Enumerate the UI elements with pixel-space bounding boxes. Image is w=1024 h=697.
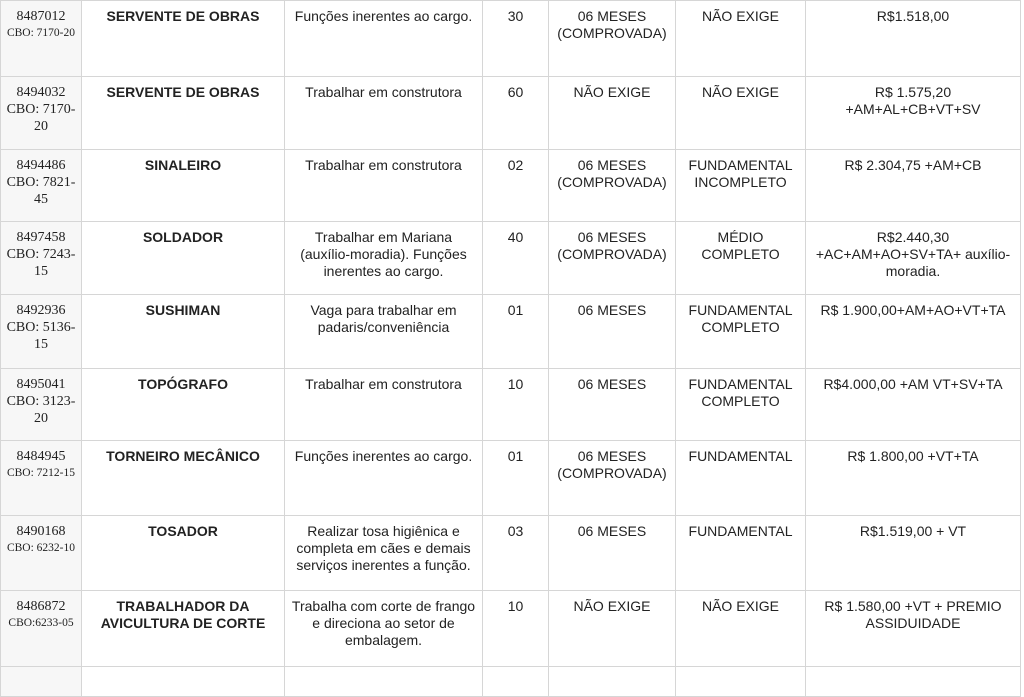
experience-cell: 06 MESES (COMPROVADA): [549, 222, 676, 295]
table-row: [1, 222, 1021, 295]
job-title-cell: SUSHIMAN: [82, 295, 285, 369]
cbo-code: CBO: 7212-15: [6, 467, 76, 479]
job-title-cell: TRABALHADOR DA AVICULTURA DE CORTE: [82, 591, 285, 667]
description-cell: Trabalhar em construtora: [285, 77, 483, 150]
education-cell: NÃO EXIGE: [676, 77, 806, 150]
experience-cell: 06 MESES: [549, 295, 676, 369]
cbo-code: CBO: 7243-15: [6, 247, 76, 279]
description-cell: Trabalhar em construtora: [285, 369, 483, 441]
vacancies-cell: 10: [483, 369, 549, 441]
description-cell: Funções inerentes ao cargo.: [285, 441, 483, 516]
job-code-cell: [1, 222, 82, 295]
education-cell: FUNDAMENTAL: [676, 441, 806, 516]
job-code-cell: [1, 667, 82, 697]
salary-cell: R$ 1.575,20 +AM+AL+CB+VT+SV: [806, 77, 1021, 150]
table-row: [1, 591, 1021, 667]
salary-cell: R$1.519,00 + VT: [806, 516, 1021, 591]
table-row: [1, 667, 1021, 697]
salary-cell: R$ 2.304,75 +AM+CB: [806, 150, 1021, 222]
salary-cell: R$ 1.580,00 +VT + PREMIO ASSIDUIDADE: [806, 591, 1021, 667]
job-code-cell: [1, 516, 82, 591]
description-cell: Realizar tosa higiênica e completa em cães e demais serviços inerentes a função.: [285, 516, 483, 591]
job-code: 8495041: [16, 377, 66, 392]
job-title-cell: SERVENTE DE OBRAS: [82, 77, 285, 150]
education-cell: NÃO EXIGE: [676, 591, 806, 667]
vacancies-cell: 01: [483, 295, 549, 369]
description-cell: Trabalhar em construtora: [285, 150, 483, 222]
experience-cell: NÃO EXIGE: [549, 591, 676, 667]
experience-cell: 06 MESES (COMPROVADA): [549, 441, 676, 516]
cbo-code: CBO:6233-05: [8, 617, 74, 629]
experience-cell: [549, 667, 676, 697]
job-code: 8494032: [16, 85, 66, 100]
table-row: [1, 77, 1021, 150]
job-title-cell: TORNEIRO MECÂNICO: [82, 441, 285, 516]
education-cell: NÃO EXIGE: [676, 1, 806, 77]
cbo-code: CBO: 3123-20: [6, 394, 76, 426]
job-title-cell: SERVENTE DE OBRAS: [82, 1, 285, 77]
table-row: [1, 516, 1021, 591]
experience-cell: 06 MESES (COMPROVADA): [549, 1, 676, 77]
cbo-code: CBO: 7170-20: [6, 102, 76, 134]
vacancies-cell: 60: [483, 77, 549, 150]
job-code: 8486872: [16, 599, 66, 614]
vacancies-cell: 30: [483, 1, 549, 77]
description-cell: Vaga para trabalhar em padaris/conveniência: [285, 295, 483, 369]
job-code: 8487012: [16, 9, 66, 24]
table-row: [1, 150, 1021, 222]
salary-cell: [806, 667, 1021, 697]
experience-cell: 06 MESES: [549, 516, 676, 591]
experience-cell: 06 MESES: [549, 369, 676, 441]
vacancies-cell: 02: [483, 150, 549, 222]
job-code-cell: [1, 591, 82, 667]
education-cell: FUNDAMENTAL COMPLETO: [676, 369, 806, 441]
salary-cell: R$ 1.900,00+AM+AO+VT+TA: [806, 295, 1021, 369]
experience-cell: 06 MESES (COMPROVADA): [549, 150, 676, 222]
description-cell: Trabalha com corte de frango e direciona ao setor de embalagem.: [285, 591, 483, 667]
job-title-cell: SOLDADOR: [82, 222, 285, 295]
vacancies-cell: 40: [483, 222, 549, 295]
job-code-cell: [1, 369, 82, 441]
job-code: 8494486: [16, 158, 66, 173]
education-cell: FUNDAMENTAL: [676, 516, 806, 591]
table-row: [1, 1, 1021, 77]
description-cell: Funções inerentes ao cargo.: [285, 1, 483, 77]
education-cell: FUNDAMENTAL INCOMPLETO: [676, 150, 806, 222]
table-body: [1, 1, 1021, 697]
vacancies-cell: [483, 667, 549, 697]
table-row: [1, 295, 1021, 369]
job-code-cell: [1, 150, 82, 222]
job-code: 8490168: [16, 524, 66, 539]
cbo-code: CBO: 6232-10: [6, 542, 76, 554]
vacancies-cell: 01: [483, 441, 549, 516]
table-row: [1, 441, 1021, 516]
job-title-cell: SINALEIRO: [82, 150, 285, 222]
job-title-cell: [82, 667, 285, 697]
table-row: [1, 369, 1021, 441]
job-code-cell: [1, 441, 82, 516]
job-code: 8484945: [16, 449, 66, 464]
vacancies-cell: 03: [483, 516, 549, 591]
education-cell: FUNDAMENTAL COMPLETO: [676, 295, 806, 369]
cbo-code: CBO: 7821-45: [6, 175, 76, 207]
salary-cell: R$ 1.800,00 +VT+TA: [806, 441, 1021, 516]
job-code: 8492936: [16, 303, 66, 318]
salary-cell: R$1.518,00: [806, 1, 1021, 77]
job-title-cell: TOSADOR: [82, 516, 285, 591]
job-code-cell: [1, 77, 82, 150]
cbo-code: CBO: 5136-15: [6, 320, 76, 352]
salary-cell: R$4.000,00 +AM VT+SV+TA: [806, 369, 1021, 441]
description-cell: Trabalhar em Mariana (auxílio-moradia). Funções inerentes ao cargo.: [285, 222, 483, 295]
cbo-code: CBO: 7170-20: [6, 27, 76, 39]
job-code-cell: [1, 1, 82, 77]
education-cell: [676, 667, 806, 697]
experience-cell: NÃO EXIGE: [549, 77, 676, 150]
vacancies-cell: 10: [483, 591, 549, 667]
job-code: 8497458: [16, 230, 66, 245]
job-title-cell: TOPÓGRAFO: [82, 369, 285, 441]
education-cell: MÉDIO COMPLETO: [676, 222, 806, 295]
description-cell: [285, 667, 483, 697]
job-code-cell: [1, 295, 82, 369]
salary-cell: R$2.440,30 +AC+AM+AO+SV+TA+ auxílio-moradia.: [806, 222, 1021, 295]
